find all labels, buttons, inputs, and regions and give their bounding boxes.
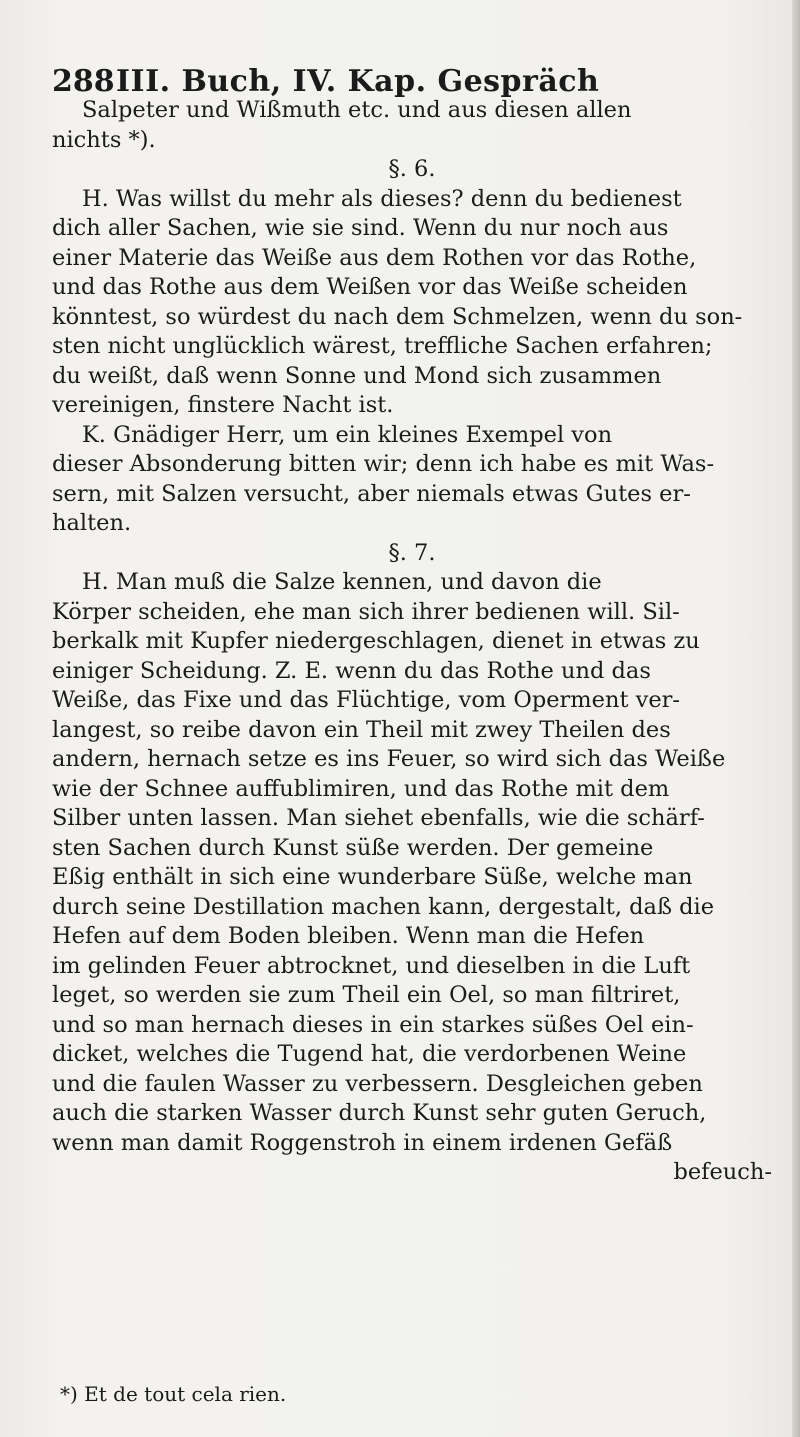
text-line: H. Was willst du mehr als dieses? denn du bedienest bbox=[82, 185, 682, 212]
text-line: dieser Absonderung bitten wir; denn ich habe es mit Was- bbox=[52, 451, 715, 477]
text-line: berkalk mit Kupfer niedergeschlagen, dienet in etwas zu bbox=[52, 628, 700, 654]
text-line: vereinigen, finstere Nacht ist. bbox=[52, 392, 394, 418]
running-head: III. Buch, IV. Kap. Gespräch bbox=[116, 64, 600, 99]
text-line: nichts *). bbox=[52, 126, 156, 153]
body-text bbox=[52, 96, 772, 1188]
text-line: durch seine Destillation machen kann, dergestalt, daß die bbox=[52, 893, 715, 920]
section-heading: §. 7. bbox=[388, 539, 436, 566]
text-line: wenn man damit Roggenstroh in einem irdenen Gefäß bbox=[52, 1129, 673, 1156]
text-line: dicket, welches die Tugend hat, die verdorbenen Weine bbox=[52, 1041, 687, 1067]
text-line: H. Man muß die Salze kennen, und davon die bbox=[82, 569, 602, 595]
page-edge-shadow bbox=[792, 0, 800, 1437]
text-line: und die faulen Wasser zu verbessern. Desgleichen geben bbox=[52, 1070, 703, 1097]
text-line: Eßig enthält in sich eine wunderbare Süße, welche man bbox=[52, 864, 693, 890]
text-line: sten nicht unglücklich wärest, treffliche Sachen erfahren; bbox=[52, 333, 713, 359]
text-line: Salpeter und Wißmuth etc. und aus diesen allen bbox=[82, 97, 632, 123]
text-line: einiger Scheidung. Z. E. wenn du das Rothe und das bbox=[52, 657, 651, 684]
text-line: einer Materie das Weiße aus dem Rothen vor das Rothe, bbox=[52, 244, 697, 271]
text-line: andern, hernach setze es ins Feuer, so wird sich das Weiße bbox=[52, 746, 726, 772]
text-line: könntest, so würdest du nach dem Schmelzen, wenn du son- bbox=[52, 303, 743, 330]
text-line: im gelinden Feuer abtrocknet, und dieselben in die Luft bbox=[52, 952, 691, 979]
text-line: Körper scheiden, ehe man sich ihrer bedienen will. Sil- bbox=[52, 598, 680, 625]
text-line: halten. bbox=[52, 510, 132, 536]
page-number: 288 bbox=[52, 64, 115, 99]
text-line: dich aller Sachen, wie sie sind. Wenn du nur noch aus bbox=[52, 215, 669, 241]
text-line: auch die starken Wasser durch Kunst sehr guten Geruch, bbox=[52, 1100, 707, 1126]
text-line: sern, mit Salzen versucht, aber niemals etwas Gutes er- bbox=[52, 480, 691, 507]
text-line: langest, so reibe davon ein Theil mit zwey Theilen des bbox=[52, 716, 671, 743]
text-line: sten Sachen durch Kunst süße werden. Der gemeine bbox=[52, 834, 654, 861]
footnote: *) Et de tout cela rien. bbox=[60, 1382, 287, 1406]
text-line: wie der Schnee auffublimiren, und das Rothe mit dem bbox=[52, 775, 670, 802]
text-line: K. Gnädiger Herr, um ein kleines Exempel von bbox=[82, 421, 613, 448]
section-heading: §. 6. bbox=[388, 156, 436, 182]
catchword: befeuch- bbox=[673, 1159, 772, 1185]
text-line: du weißt, daß wenn Sonne und Mond sich zusammen bbox=[52, 362, 662, 389]
text-line: Weiße, das Fixe und das Flüchtige, vom Operment ver- bbox=[52, 687, 681, 713]
text-line: Silber unten lassen. Man siehet ebenfalls, wie die schärf- bbox=[52, 805, 705, 831]
text-line: Hefen auf dem Boden bleiben. Wenn man die Hefen bbox=[52, 923, 645, 949]
text-line: und so man hernach dieses in ein starkes süßes Oel ein- bbox=[52, 1011, 694, 1038]
text-line: und das Rothe aus dem Weißen vor das Weiße scheiden bbox=[52, 274, 688, 300]
text-line: leget, so werden sie zum Theil ein Oel, so man filtriret, bbox=[52, 982, 681, 1008]
